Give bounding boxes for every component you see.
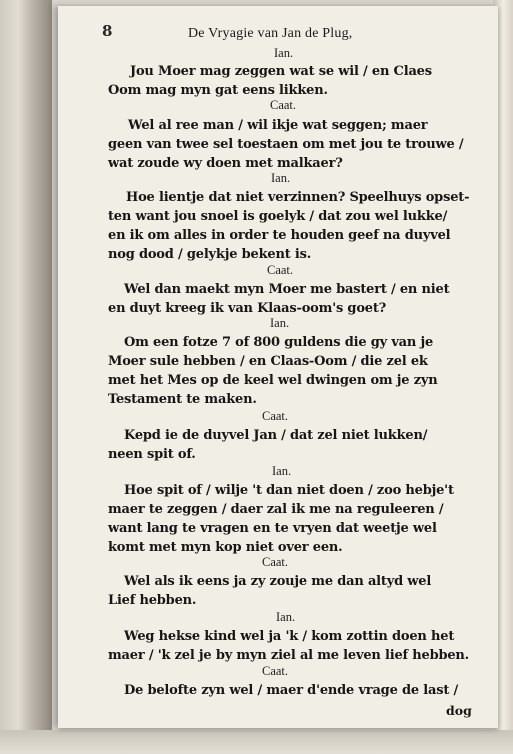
text-line: met het Mes op de keel wel dwingen om je zyn (108, 373, 438, 388)
text-line: en ik om alles in order te houden geef na duyvel (108, 228, 451, 243)
speaker-label: Ian. (272, 464, 292, 478)
text-line: maer / 'k zel je by myn ziel al me leven lief hebben. (108, 648, 470, 663)
text-line: neen spit of. (108, 447, 196, 462)
text-line: Jou Moer mag zeggen wat se wil / en Claes (130, 64, 432, 79)
text-line: Moer sule hebben / en Claas-Oom / die zel ek (108, 354, 428, 369)
speaker-label: Ian. (276, 610, 296, 624)
text-line: komt met myn kop niet over een. (108, 540, 343, 555)
text-line: Wel als ik eens ja zy zouje me dan altyd wel (124, 574, 432, 589)
text-line: Weg hekse kind wel ja 'k / kom zottin doen het (124, 629, 455, 644)
dialogue-text (0, 42, 513, 722)
speaker-label: Caat. (262, 409, 289, 423)
text-line: wat zoude wy doen met malkaer? (108, 156, 343, 171)
text-line: Kepd ie de duyvel Jan / dat zel niet lukken/ (124, 428, 428, 443)
text-line: ten want jou snoel is goelyk / dat zou wel lukke/ (108, 209, 448, 224)
speaker-label: Ian. (274, 46, 294, 60)
text-line: Oom mag myn gat eens likken. (108, 83, 328, 98)
book-edge-bottom (0, 730, 513, 754)
running-head: De Vryagie van Jan de Plug, (188, 26, 353, 41)
text-line: Om een fotze 7 of 800 guldens die gy van je (124, 335, 434, 350)
catchword: dog (446, 703, 472, 718)
speaker-label: Caat. (270, 98, 297, 112)
text-line: maer te zeggen / daer zal ik me na reguleeren / (108, 502, 444, 517)
text-line: geen van twee sel toestaen om met jou te trouwe / (108, 137, 464, 152)
text-line: en duyt kreeg ik van Klaas-oom's goet? (108, 301, 387, 316)
text-line: Wel al ree man / wil ikje wat seggen; maer (128, 118, 428, 133)
text-line: Wel dan maekt myn Moer me bastert / en niet (124, 282, 450, 297)
speaker-label: Ian. (270, 316, 290, 330)
text-line: Lief hebben. (108, 593, 197, 608)
text-line: Hoe lientje dat niet verzinnen? Speelhuys opset- (126, 190, 470, 205)
page-number: 8 (102, 22, 113, 40)
text-line: Hoe spit of / wilje 't dan niet doen / zoo hebje't (124, 483, 454, 498)
text-line: nog dood / gelykje bekent is. (108, 247, 312, 262)
speaker-label: Caat. (262, 664, 289, 678)
speaker-label: Caat. (267, 263, 294, 277)
speaker-label: Ian. (271, 171, 291, 185)
speaker-label: Caat. (262, 555, 289, 569)
text-line: De belofte zyn wel / maer d'ende vrage de last / (124, 683, 459, 698)
text-line: want lang te vragen en te vryen dat weetje wel (108, 521, 437, 536)
text-line: Testament te maken. (108, 392, 257, 407)
